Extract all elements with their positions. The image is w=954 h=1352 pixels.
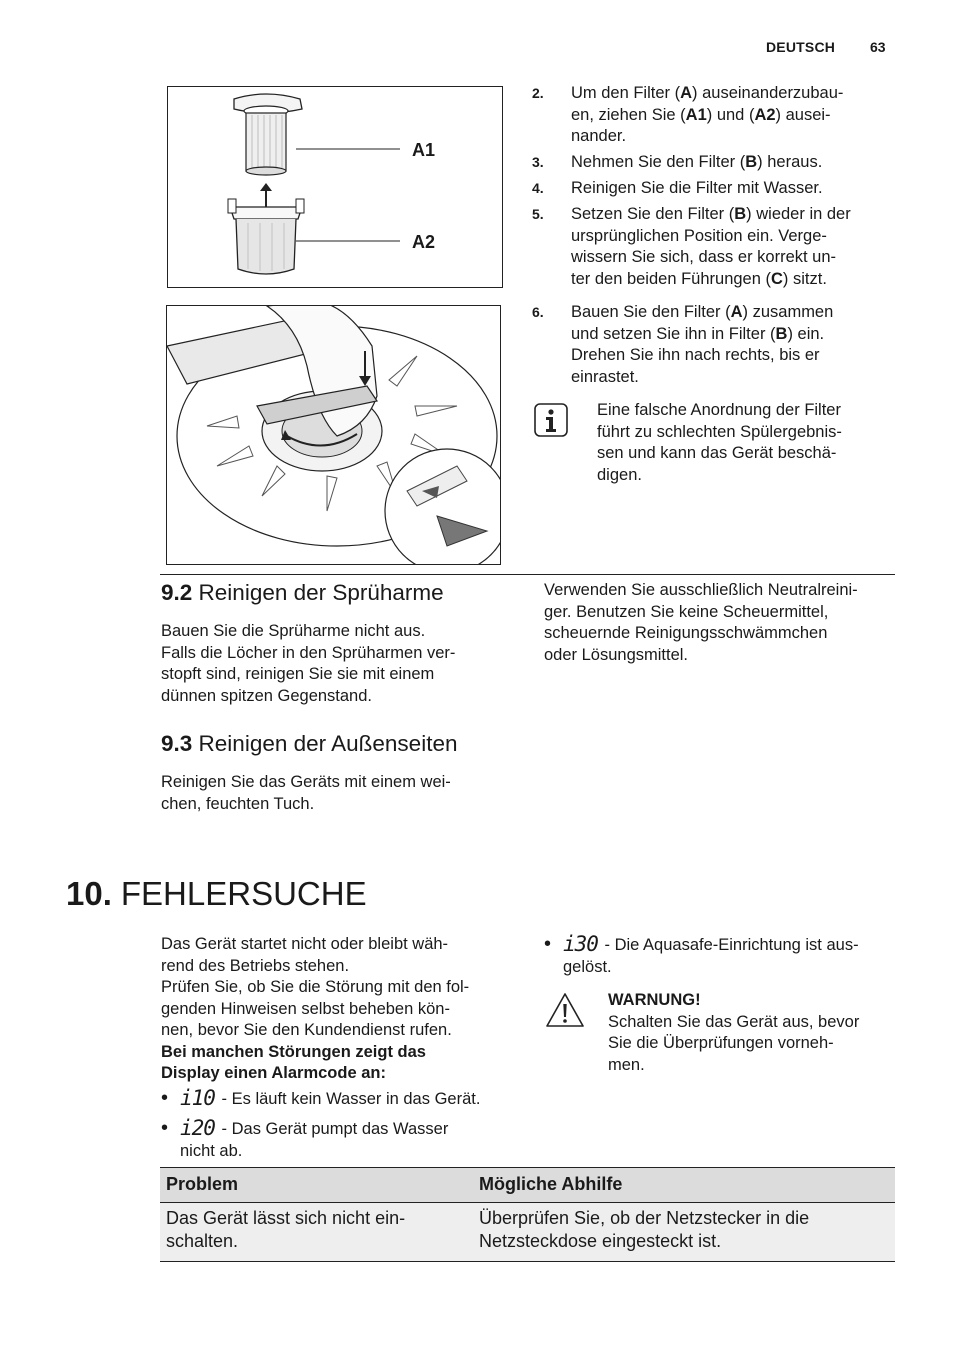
text-line: schalten.: [166, 1231, 239, 1251]
text-line: scheuernde Reinigungsschwämmchen: [544, 624, 828, 642]
bold-text-line: Display einen Alarmcode an:: [161, 1064, 386, 1082]
text-line: nen, bevor Sie den Kundendienst rufen.: [161, 1021, 452, 1039]
text-line: Reinigen Sie das Geräts mit einem wei-: [161, 773, 451, 791]
text-line: men.: [608, 1055, 645, 1074]
step-text: Bauen Sie den Filter (A) zusammen und setzen Sie ihn in Filter (B) ein. Drehen Sie ihn nach rechts, bis er einrastet.: [571, 303, 834, 386]
text-line: führt zu schlechten Spülergebnis-: [597, 422, 842, 441]
text-line: stopft sind, reinigen Sie sie mit einem: [161, 665, 435, 683]
section-title: Reinigen der Sprüharme: [198, 580, 444, 605]
text-line: sen und kann das Gerät beschä-: [597, 444, 837, 462]
bold-text-line: Bei manchen Störungen zeigt das: [161, 1042, 426, 1061]
label-a1: A1: [412, 140, 436, 160]
text-line: Bauen Sie die Sprüharme nicht aus.: [161, 622, 426, 640]
text-line: Verwenden Sie ausschließlich Neutralreini-: [544, 581, 858, 599]
warning-text: [608, 990, 898, 1076]
text-line: Überprüfen Sie, ob der Netzstecker in die: [479, 1208, 810, 1228]
step-number: 6.: [532, 304, 544, 320]
text-line: Netzsteckdose eingesteckt ist.: [479, 1231, 722, 1251]
alarm-code: i30: [563, 932, 598, 956]
remedy-cell: [473, 1203, 895, 1262]
step-number: 5.: [532, 206, 544, 222]
bold-reference: B: [734, 205, 747, 223]
page-number: 63: [870, 39, 886, 55]
alarm-description: - Die Aquasafe-Einrichtung ist aus-: [599, 936, 859, 954]
bold-reference: A: [680, 84, 693, 102]
section-9-2-heading: [161, 579, 444, 607]
step-text: Reinigen Sie die Filter mit Wasser.: [571, 179, 823, 197]
section-9-3-heading: [161, 730, 457, 758]
neutral-cleaner-note: [544, 580, 894, 666]
alarm-description: - Das Gerät pumpt das Wasser: [216, 1120, 449, 1138]
column-header-remedy: Mögliche Abhilfe: [473, 1168, 895, 1203]
step-number: 3.: [532, 154, 544, 170]
bold-reference: A2: [754, 105, 776, 124]
text-line: digen.: [597, 465, 642, 484]
text-line: Das Gerät lässt sich nicht ein-: [166, 1208, 406, 1228]
chapter-10-heading: [66, 872, 367, 916]
step-text: Um den Filter (A) auseinanderzubau- en, ziehen Sie (A1) und (A2) ausei- nander.: [571, 84, 844, 145]
text-line: rend des Betriebs stehen.: [161, 956, 350, 975]
text-line: Schalten Sie das Gerät aus, bevor: [608, 1012, 860, 1031]
text-line: ger. Benutzen Sie keine Scheuermittel,: [544, 602, 829, 621]
filter-parts-illustration: [167, 86, 503, 288]
alarm-description: - Es läuft kein Wasser in das Gerät.: [216, 1090, 481, 1108]
column-header-problem: Problem: [160, 1168, 473, 1203]
fault-table: [160, 1167, 895, 1262]
label-a2: A2: [412, 232, 436, 252]
text-line: Das Gerät startet nicht oder bleibt wäh-: [161, 935, 449, 953]
info-note-text: [597, 400, 887, 486]
alarm-item-i20: [161, 1118, 531, 1162]
alarm-item-i30: [544, 934, 894, 978]
bullet-icon: •: [161, 1117, 169, 1139]
filter-insertion-drawing: [167, 306, 500, 564]
text-line: genden Hinweisen selbst beheben kön-: [161, 999, 450, 1018]
step-text: Nehmen Sie den Filter (B) heraus.: [571, 153, 823, 171]
alarm-description-cont: gelöst.: [563, 957, 612, 976]
section-divider: [160, 574, 895, 575]
text-line: oder Lösungsmittel.: [544, 645, 688, 664]
section-9-2-body: [161, 621, 521, 707]
text-line: Falls die Löcher in den Sprüharmen ver-: [161, 643, 456, 662]
section-number: 9.3: [161, 731, 193, 756]
filter-insertion-illustration: [166, 305, 501, 565]
warning-title: WARNUNG!: [608, 991, 701, 1009]
header-language: DEUTSCH: [766, 39, 836, 55]
text-line: chen, feuchten Tuch.: [161, 794, 315, 813]
alarm-description-cont: nicht ab.: [180, 1141, 243, 1160]
bold-reference: A1: [685, 105, 707, 124]
text-line: Eine falsche Anordnung der Filter: [597, 401, 841, 419]
text-line: Sie die Überprüfungen vorneh-: [608, 1034, 834, 1052]
info-icon: [534, 403, 568, 437]
step-text: Setzen Sie den Filter (B) wieder in der ursprünglichen Position ein. Verge- wissern Sie sich, dass er korrekt un- ter den beiden Führungen (C) sitzt.: [571, 205, 851, 288]
bullet-icon: •: [544, 933, 552, 955]
filter-drawing: [168, 87, 502, 287]
step-number: 4.: [532, 180, 544, 196]
text-line: dünnen spitzen Gegenstand.: [161, 686, 372, 705]
alarm-item-i10: [161, 1088, 531, 1111]
chapter-title: FEHLERSUCHE: [120, 875, 367, 912]
bold-reference: B: [745, 153, 758, 171]
bold-reference: B: [775, 324, 788, 343]
bullet-icon: •: [161, 1087, 169, 1109]
alarm-code: i20: [180, 1116, 215, 1140]
text-line: Prüfen Sie, ob Sie die Störung mit den fol-: [161, 978, 470, 996]
section-9-3-body: [161, 772, 521, 815]
table-header-row: [160, 1168, 895, 1203]
bold-reference: A: [730, 303, 743, 321]
bold-reference: C: [770, 269, 783, 288]
section-title: Reinigen der Außenseiten: [198, 731, 458, 756]
table-row: [160, 1203, 895, 1262]
alarm-code: i10: [180, 1086, 215, 1110]
warning-triangle-icon: [545, 992, 585, 1028]
chapter-number: 10.: [66, 875, 112, 912]
section-number: 9.2: [161, 580, 193, 605]
troubleshooting-intro: [161, 934, 521, 1085]
step-number: 2.: [532, 85, 544, 101]
problem-cell: [160, 1203, 473, 1262]
